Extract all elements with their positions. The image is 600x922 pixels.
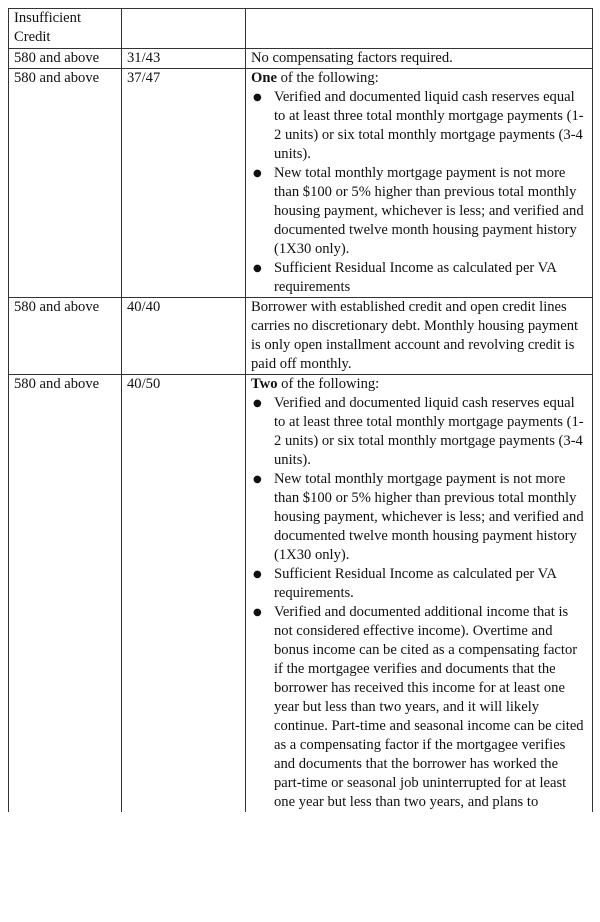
factor-lead-count: Two — [251, 376, 278, 392]
table-row — [9, 49, 593, 69]
factor-list — [251, 88, 588, 297]
credit-cell: 580 and above — [9, 375, 122, 813]
table-row — [9, 298, 593, 375]
ratio-cell — [122, 9, 246, 49]
ratio-cell: 31/43 — [122, 49, 246, 69]
list-item-text: New total monthly mortgage payment is not more than $100 or 5% higher than previous total monthly housing payment, whichever is less; and verified and documented twelve month housing payment history (1X30 only). — [274, 471, 584, 563]
list-item — [253, 603, 588, 812]
bullet-icon: ● — [253, 92, 262, 103]
bullet-icon: ● — [253, 607, 262, 618]
factor-list — [251, 394, 588, 812]
bullet-icon: ● — [253, 398, 262, 409]
ratio-cell: 37/47 — [122, 69, 246, 298]
credit-cell: Insufficient Credit — [9, 9, 122, 49]
factor-cell — [246, 375, 593, 813]
credit-cell: 580 and above — [9, 298, 122, 375]
credit-cell: 580 and above — [9, 69, 122, 298]
list-item-text: Verified and documented additional income that is not considered effective income). Overtime and bonus income can be cited as a compensating factor if the mortgagee verifies and documents that the borrower has received this income for at least one year but less than two years, and it will likely continue. Part-time and seasonal income can be cited as a compensating factor if the mortgagee verifies and documents that the borrower has worked the part-time or seasonal job uninterrupted for at least one year but less than two years, and plans to — [274, 604, 584, 810]
bullet-icon: ● — [253, 263, 262, 274]
factor-cell — [246, 9, 593, 49]
ratio-cell: 40/40 — [122, 298, 246, 375]
factor-lead — [251, 69, 588, 88]
list-item-text: New total monthly mortgage payment is not more than $100 or 5% higher than previous total monthly housing payment, whichever is less; and verified and documented twelve month housing payment history (1X30 only). — [274, 165, 584, 257]
list-item — [253, 394, 588, 470]
list-item — [253, 259, 588, 297]
compensating-factors-table — [8, 8, 593, 812]
bullet-icon: ● — [253, 168, 262, 179]
list-item-text: Verified and documented liquid cash reserves equal to at least three total monthly mortgage payments (1-2 units) or six total monthly mortgage payments (3-4 units). — [274, 89, 584, 162]
table-row — [9, 69, 593, 298]
factor-cell — [246, 69, 593, 298]
list-item-text: Verified and documented liquid cash reserves equal to at least three total monthly mortgage payments (1-2 units) or six total monthly mortgage payments (3-4 units). — [274, 395, 584, 468]
list-item-text: Sufficient Residual Income as calculated per VA requirements. — [274, 566, 557, 601]
list-item-text: Sufficient Residual Income as calculated per VA requirements — [274, 260, 557, 295]
list-item — [253, 88, 588, 164]
factor-cell: No compensating factors required. — [246, 49, 593, 69]
ratio-cell: 40/50 — [122, 375, 246, 813]
factor-lead-count: One — [251, 70, 277, 86]
table-row — [9, 9, 593, 49]
factor-lead-rest: of the following: — [276, 70, 379, 86]
factor-cell: Borrower with established credit and open credit lines carries no discretionary debt. Monthly housing payment is only open installment account and revolving credit is paid off monthly. — [246, 298, 593, 375]
list-item — [253, 164, 588, 259]
list-item — [253, 470, 588, 565]
factor-lead-rest: of the following: — [277, 376, 380, 392]
bullet-icon: ● — [253, 569, 262, 580]
bullet-icon: ● — [253, 474, 262, 485]
table-row — [9, 375, 593, 813]
factor-lead — [251, 375, 588, 394]
list-item — [253, 565, 588, 603]
credit-cell: 580 and above — [9, 49, 122, 69]
